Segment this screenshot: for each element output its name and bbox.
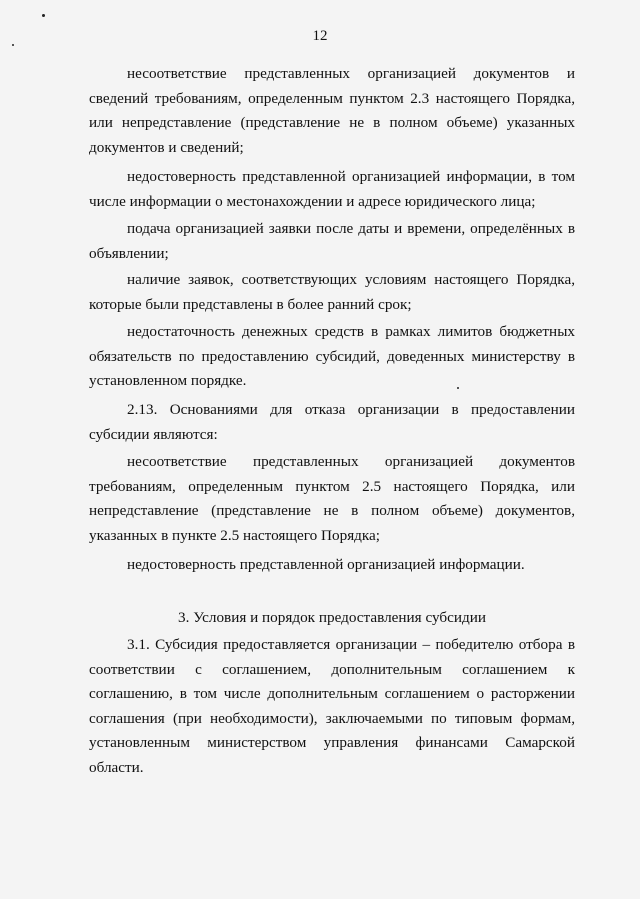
paragraph: недостоверность представленной организацией информации, в том числе информации о местонахождении и адресе юридического лица; [89, 168, 575, 210]
paragraph: недостаточность денежных средств в рамках лимитов бюджетных обязательств по предоставлению субсидий, доведенных министерству в установленном порядке. [89, 323, 575, 390]
paragraph: подача организацией заявки после даты и времени, определённых в объявлении; [89, 220, 575, 262]
paragraph: наличие заявок, соответствующих условиям настоящего Порядка, которые были представлены в более ранний срок; [89, 271, 575, 313]
page-number: 12 [312, 28, 328, 44]
section-heading: 3. Условия и порядок предоставления субсидии [178, 609, 486, 626]
paragraph: несоответствие представленных организацией документов требованиям, определенным пунктом 2.5 настоящего Порядка, или непредставление (представление не в полном объеме) документов, указанных в пункте 2.5 настоящего Порядка; [89, 453, 575, 544]
paragraph: 2.13. Основаниями для отказа организации в предоставлении субсидии являются: [89, 401, 575, 443]
paragraph: 3.1. Субсидия предоставляется организации – победителю отбора в соответствии с соглашением, дополнительным соглашением к соглашению, в том числе дополнительным соглашением о расторжении соглашения (при необходимости), заключаемыми по типовым формам, установленным министерством управления финансами Самарской области. [89, 636, 575, 776]
paragraph: несоответствие представленных организацией документов и сведений требованиям, определенным пунктом 2.3 настоящего Порядка, или непредставление (представление не в полном объеме) указанных документов и сведений; [89, 65, 575, 156]
paragraph: недостоверность представленной организацией информации. [127, 556, 525, 573]
scan-speck [42, 14, 45, 17]
